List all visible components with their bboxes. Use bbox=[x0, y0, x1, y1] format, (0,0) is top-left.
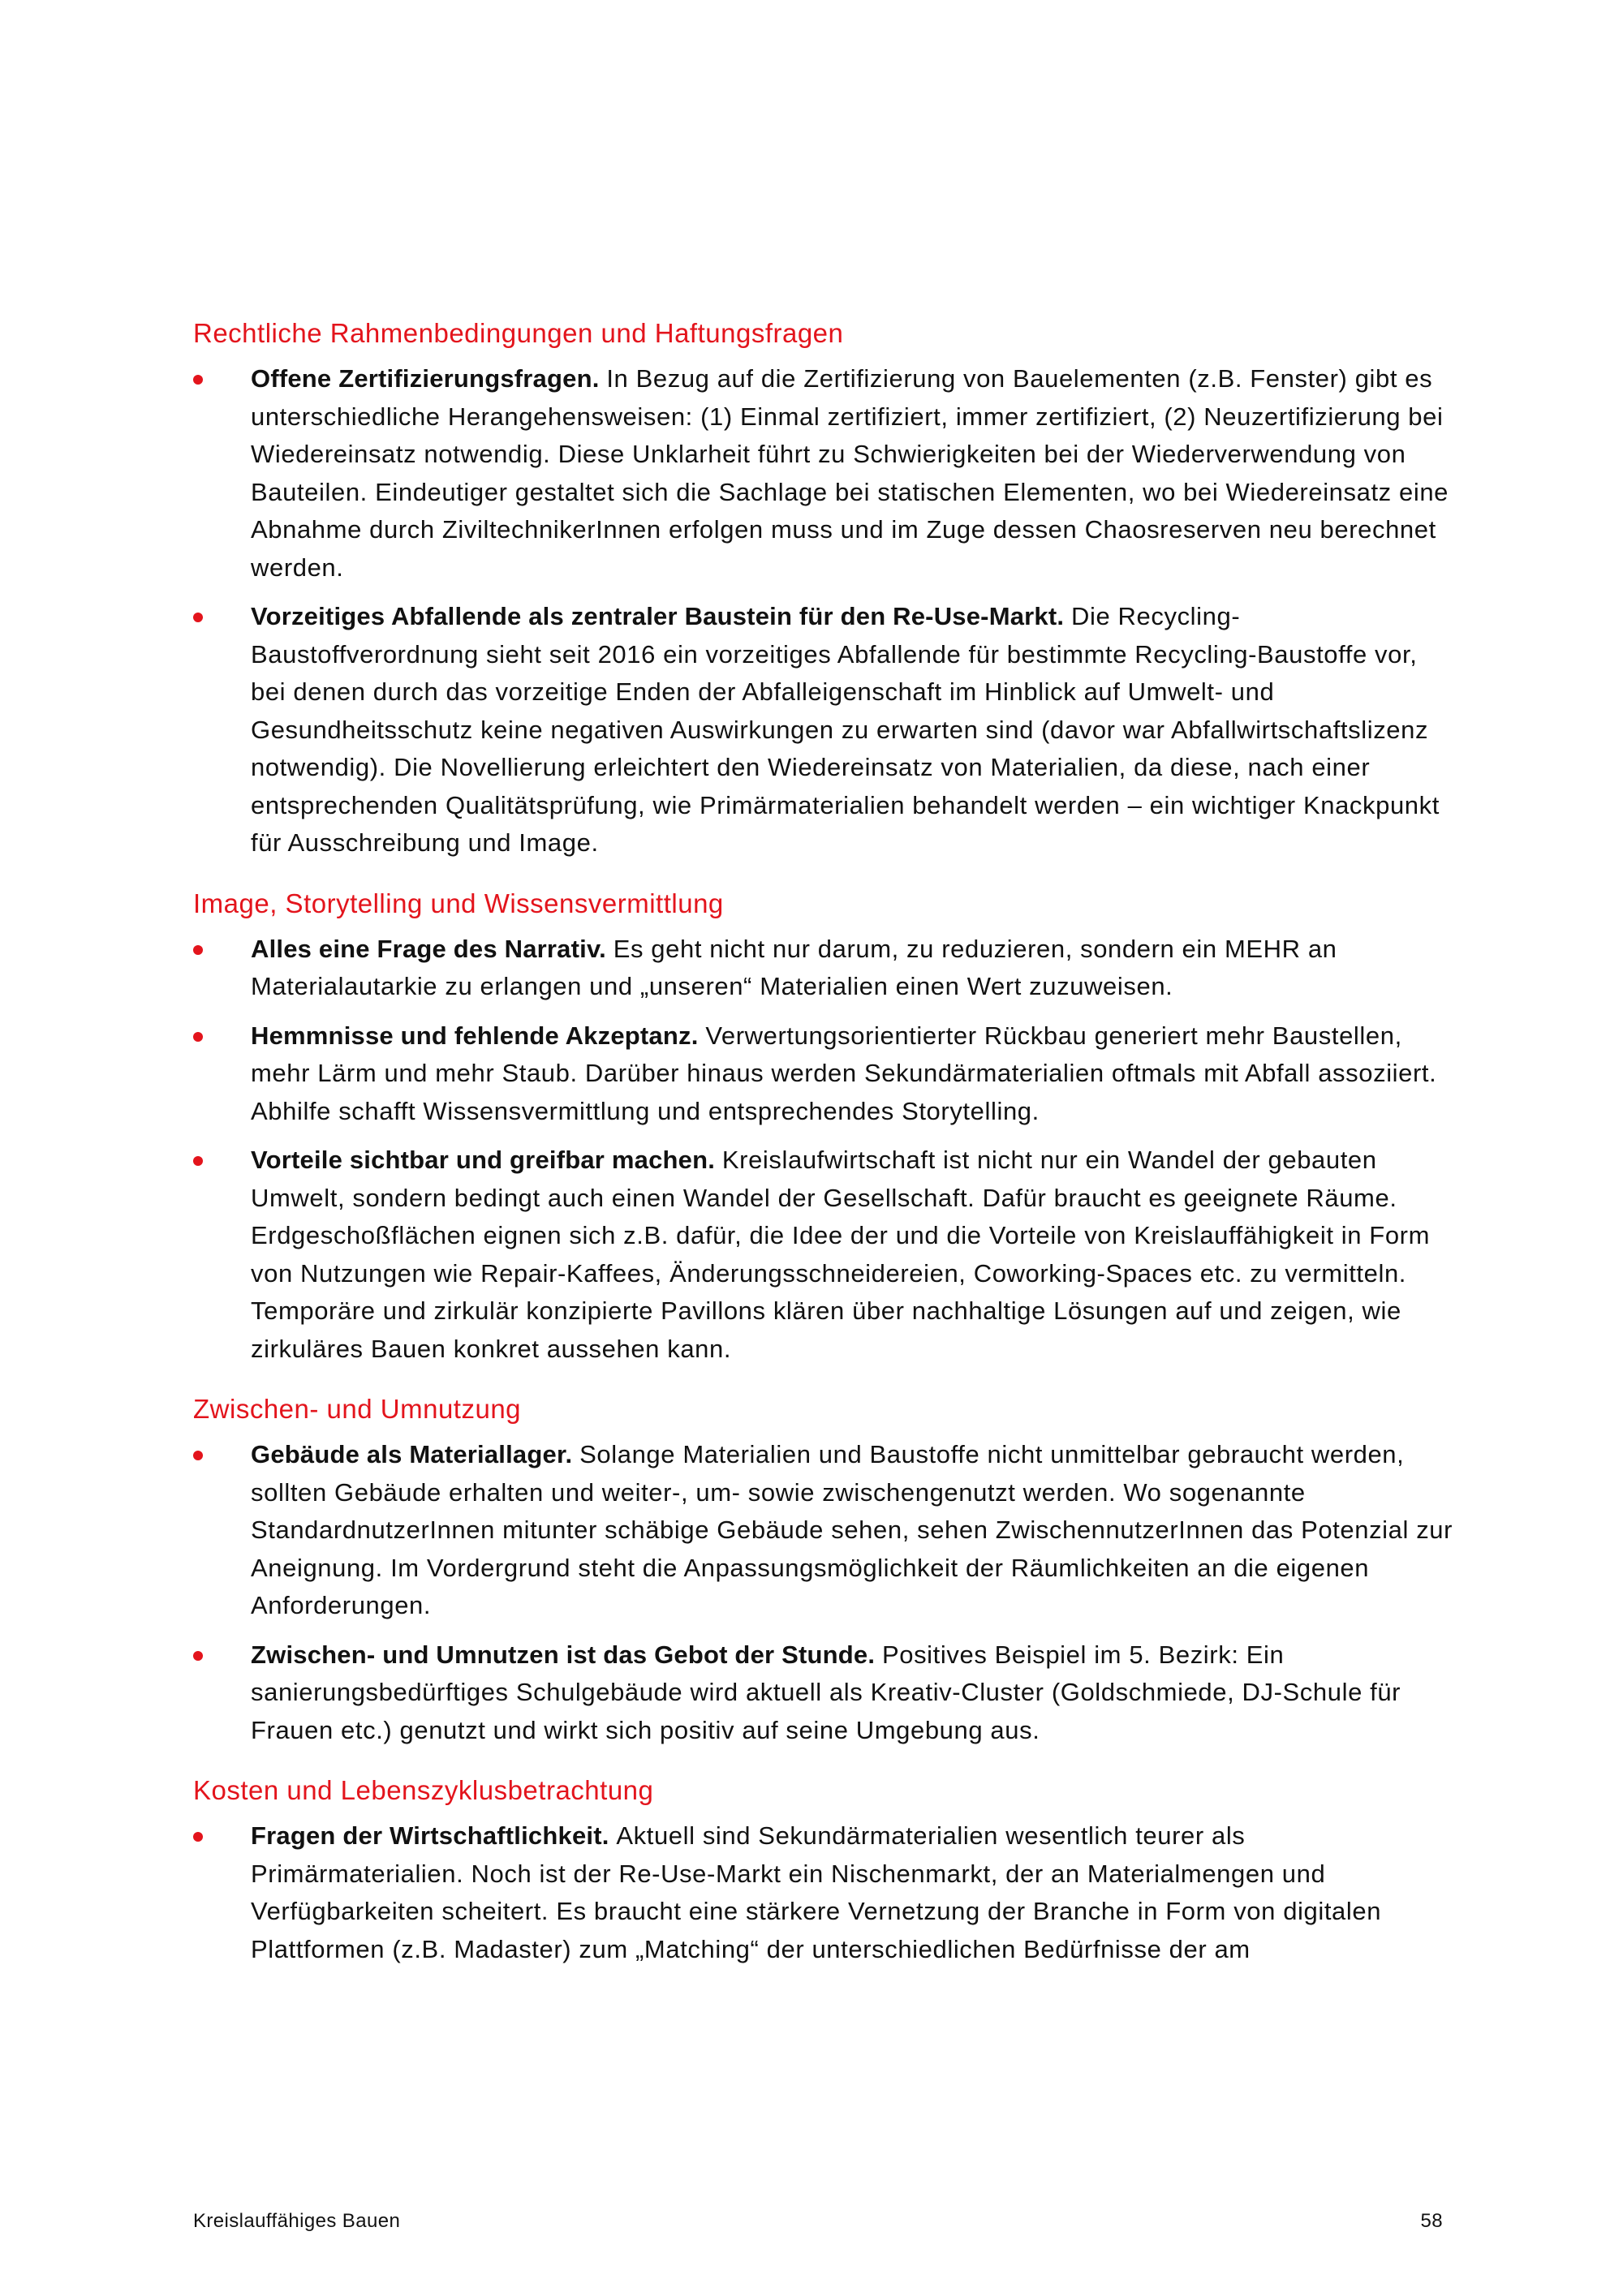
bullet-text: Verwertungsorientierter Rückbau generiert mehr Baustellen, mehr Lärm und mehr Staub. Darüber hinaus werden Sekundärmaterialien oftmals mit Abfall assoziiert. Abhilfe schafft Wissensvermittlung und entsprechendes Storytelling. bbox=[251, 1021, 1437, 1125]
list-item bbox=[193, 1817, 1459, 1968]
list-item bbox=[193, 1636, 1459, 1750]
bullet-title: Vorteile sichtbar und greifbar machen. bbox=[251, 1146, 722, 1174]
bullet-icon bbox=[193, 613, 203, 622]
list-item bbox=[193, 931, 1459, 1006]
bullet-icon bbox=[193, 1651, 203, 1661]
page-number: 58 bbox=[1420, 2210, 1443, 2232]
bullet-icon bbox=[193, 1832, 203, 1842]
bullet-text: Solange Materialien und Baustoffe nicht unmittelbar gebraucht werden, sollten Gebäude erhalten und weiter-, um- sowie zwischengenutzt werden. Wo sogenannte StandardnutzerInnen mitunter schäbige Gebäude sehen, sehen ZwischennutzerInnen das Potenzial zur Aneignung. Im Vordergrund steht die Anpassungsmöglichkeit der Räumlichkeiten an die eigenen Anforderungen. bbox=[251, 1440, 1453, 1619]
bullet-text: Aktuell sind Sekundärmaterialien wesentlich teurer als Primärmaterialien. Noch ist der Re-Use-Markt ein Nischenmarkt, der an Materialmengen und Verfügbarkeiten scheitert. Es braucht eine stärkere Vernetzung der Branche in Form von digitalen Plattformen (z.B. Madaster) zum „Matching“ der unterschiedlichen Bedürfnisse der am bbox=[251, 1821, 1382, 1963]
bullet-text: In Bezug auf die Zertifizierung von Bauelementen (z.B. Fenster) gibt es unterschiedliche Herangehensweisen: (1) Einmal zertifiziert, immer zertifiziert, (2) Neuzertifizierung bei Wiedereinsatz notwendig. Diese Unklarheit führt zu Schwierigkeiten bei der Wiederverwendung von Bauteilen. Eindeutiger gestaltet sich die Sachlage bei statischen Elementen, wo bei Wiedereinsatz eine Abnahme durch ZiviltechnikerInnen erfolgen muss und im Zuge dessen Chaosreserven neu berechnet werden. bbox=[251, 364, 1449, 582]
bullet-title: Alles eine Frage des Narrativ. bbox=[251, 934, 613, 963]
bullet-icon bbox=[193, 1451, 203, 1460]
bullet-list bbox=[193, 360, 1459, 862]
list-item bbox=[193, 598, 1459, 862]
section-kosten-lebenszyklus bbox=[193, 1772, 1459, 1968]
bullet-icon bbox=[193, 375, 203, 385]
bullet-list bbox=[193, 1436, 1459, 1749]
list-item bbox=[193, 1017, 1459, 1131]
bullet-list bbox=[193, 1817, 1459, 1968]
list-item bbox=[193, 360, 1459, 587]
bullet-list bbox=[193, 931, 1459, 1369]
page-footer bbox=[193, 2210, 1443, 2233]
bullet-text: Positives Beispiel im 5. Bezirk: Ein sanierungsbedürftiges Schulgebäude wird aktuell als Kreativ-Cluster (Goldschmiede, DJ-Schule für Frauen etc.) genutzt und wirkt sich positiv auf seine Umgebung aus. bbox=[251, 1640, 1401, 1744]
footer-title: Kreislauffähiges Bauen bbox=[193, 2210, 401, 2232]
bullet-icon bbox=[193, 1156, 203, 1166]
bullet-title: Vorzeitiges Abfallende als zentraler Baustein für den Re-Use-Markt. bbox=[251, 602, 1072, 630]
bullet-title: Hemmnisse und fehlende Akzeptanz. bbox=[251, 1021, 706, 1050]
bullet-text: Es geht nicht nur darum, zu reduzieren, sondern ein MEHR an Materialautarkie zu erlangen und „unseren“ Materialien einen Wert zuzuweisen. bbox=[251, 934, 1337, 1000]
section-image-storytelling bbox=[193, 885, 1459, 1369]
bullet-title: Gebäude als Materiallager. bbox=[251, 1440, 580, 1468]
document-body bbox=[193, 315, 1459, 1991]
section-rechtliche-rahmenbedingungen bbox=[193, 315, 1459, 862]
list-item bbox=[193, 1436, 1459, 1625]
bullet-title: Fragen der Wirtschaftlichkeit. bbox=[251, 1821, 617, 1850]
section-zwischen-umnutzung bbox=[193, 1391, 1459, 1749]
section-heading: Zwischen- und Umnutzung bbox=[193, 1394, 522, 1424]
bullet-title: Offene Zertifizierungsfragen. bbox=[251, 364, 607, 393]
bullet-icon bbox=[193, 1032, 203, 1042]
section-heading: Image, Storytelling und Wissensvermittlung bbox=[193, 888, 724, 918]
list-item bbox=[193, 1142, 1459, 1368]
bullet-title: Zwischen- und Umnutzen ist das Gebot der Stunde. bbox=[251, 1640, 882, 1669]
bullet-text: Kreislaufwirtschaft ist nicht nur ein Wandel der gebauten Umwelt, sondern bedingt auch einen Wandel der Gesellschaft. Dafür braucht es geeignete Räume. Erdgeschoßflächen eignen sich z.B. dafür, die Idee der und die Vorteile von Kreislauffähigkeit in Form von Nutzungen wie Repair-Kaffees, Änderungsschneidereien, Coworking-Spaces etc. zu vermitteln. Temporäre und zirkulär konzipierte Pavillons klären über nachhaltige Lösungen auf und zeigen, wie zirkuläres Bauen konkret aussehen kann. bbox=[251, 1146, 1431, 1363]
section-heading: Kosten und Lebenszyklusbetrachtung bbox=[193, 1775, 654, 1805]
bullet-icon bbox=[193, 945, 203, 955]
bullet-text: Die Recycling-Baustoffverordnung sieht seit 2016 ein vorzeitiges Abfallende für bestimmte Recycling-Baustoffe vor, bei denen durch das vorzeitige Enden der Abfalleigenschaft im Hinblick auf Umwelt- und Gesundheitsschutz keine negativen Auswirkungen zu erwarten sind (davor war Abfallwirtschaftslizenz notwendig). Die Novellierung erleichtert den Wiedereinsatz von Materialien, da diese, nach einer entsprechenden Qualitätsprüfung, wie Primärmaterialien behandelt werden – ein wichtiger Knackpunkt für Ausschreibung und Image. bbox=[251, 602, 1440, 857]
section-heading: Rechtliche Rahmenbedingungen und Haftungsfragen bbox=[193, 318, 844, 348]
